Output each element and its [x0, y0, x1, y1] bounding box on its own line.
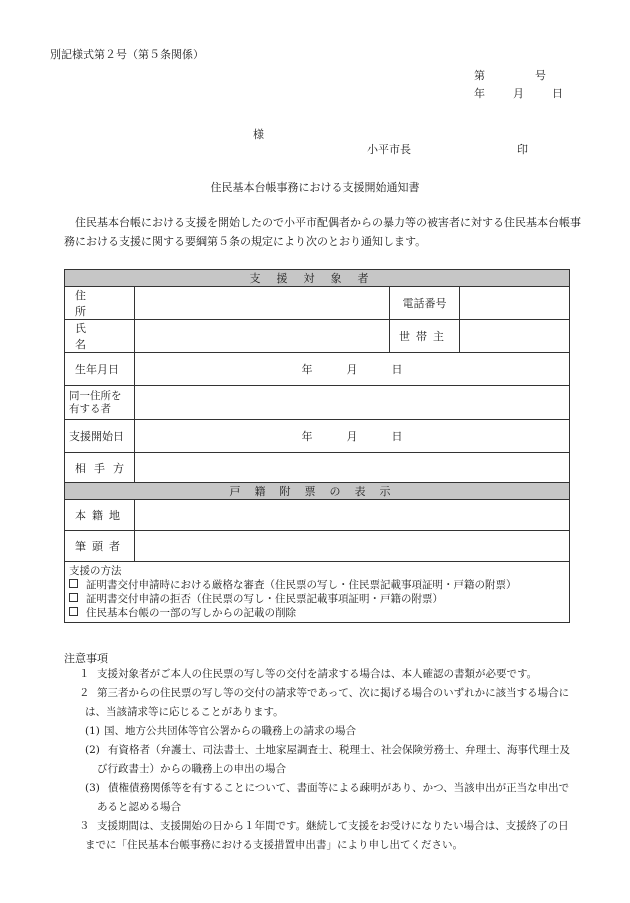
note-2-sub-2-number: (2) — [85, 744, 100, 756]
address-field — [135, 287, 390, 320]
birth-day-label: 日 — [391, 363, 403, 376]
method-item-1: 証明書交付申請時における厳格な審査（住民票の写し・住民票記載事項証明・戸籍の附票） — [69, 578, 565, 592]
number-suffix: 号 — [535, 69, 546, 82]
hittousha-label: 筆頭者 — [65, 531, 135, 562]
addressee-suffix: 様 — [253, 128, 264, 141]
note-2-sub-3: 債権債務関係等を有することについて、書面等による疎明があり、かつ、当該申出が正当な申出であると認める場合 — [97, 782, 570, 813]
start-date-field — [135, 420, 570, 453]
note-2-number: ２ — [79, 687, 90, 699]
birth-month-label: 月 — [346, 363, 358, 376]
note-2-sub-3-number: (3) — [85, 782, 100, 794]
birth-year-label: 年 — [301, 363, 313, 376]
note-3: 支援期間は、支援開始の日から１年間です。継続して支援をお受けになりたい場合は、支援終了の日までに「住民基本台帳事務における支援措置申出書」により申し出てください。 — [85, 820, 569, 851]
checkbox[interactable] — [69, 579, 78, 588]
methods-title: 支援の方法 — [69, 565, 122, 577]
note-2-sub-1: 国、地方公共団体等官公署からの職務上の請求の場合 — [104, 725, 356, 737]
start-year-label: 年 — [301, 430, 313, 443]
address-label: 住所 — [65, 287, 135, 320]
household-head-field — [460, 320, 570, 353]
document-title: 住民基本台帳事務における支援開始通知書 — [210, 181, 420, 194]
seal-mark: 印 — [517, 143, 528, 156]
household-head-label: 世帯主 — [390, 320, 460, 353]
method-item-3: 住民基本台帳の一部の写しからの記載の削除 — [69, 606, 565, 620]
checkbox[interactable] — [69, 593, 78, 602]
section-header-support-target: 支援対象者 — [65, 270, 570, 287]
method-item-2: 証明書交付申請の拒否（住民票の写し・住民票記載事項証明・戸籍の附票） — [69, 592, 565, 606]
name-label: 氏名 — [65, 320, 135, 353]
start-month-label: 月 — [346, 430, 358, 443]
birthdate-field — [135, 353, 570, 386]
issue-month-label: 月 — [513, 87, 524, 100]
phone-label: 電話番号 — [390, 287, 460, 320]
counterpart-label: 相手方 — [65, 453, 135, 483]
same-address-field — [135, 386, 570, 420]
name-field — [135, 320, 390, 353]
issue-day-label: 日 — [552, 87, 563, 100]
issue-year-label: 年 — [474, 87, 485, 100]
notes-title: 注意事項 — [64, 652, 108, 665]
start-day-label: 日 — [391, 430, 403, 443]
note-3-number: ３ — [79, 820, 90, 832]
support-form-table — [64, 269, 570, 623]
phone-field — [460, 287, 570, 320]
note-2: 第三者からの住民票の写し等の交付の請求等であって、次に掲げる場合のいずれかに該当する場合には、当該請求等に応じることがあります。 — [85, 687, 570, 718]
number-prefix: 第 — [474, 69, 485, 82]
honseki-field — [135, 500, 570, 531]
note-2-sub-1-number: (1) — [85, 725, 100, 737]
honseki-label: 本籍地 — [65, 500, 135, 531]
intro-paragraph: 住民基本台帳における支援を開始したので小平市配偶者からの暴力等の被害者に対する住民基本台帳事務における支援に関する要綱第５条の規定により次のとおり通知します。 — [64, 216, 581, 248]
issuer-name: 小平市長 — [367, 143, 411, 156]
counterpart-field — [135, 453, 570, 483]
note-1: 支援対象者がご本人の住民票の写し等の交付を請求する場合は、本人確認の書類が必要です。 — [97, 668, 538, 680]
support-methods — [65, 562, 570, 623]
hittousha-field — [135, 531, 570, 562]
note-2-sub-2: 有資格者（弁護士、司法書士、土地家屋調査士、税理士、社会保険労務士、弁理士、海事代理士及び行政書士）からの職務上の申出の場合 — [97, 744, 570, 775]
start-date-label: 支援開始日 — [65, 420, 135, 453]
birthdate-label: 生年月日 — [65, 353, 135, 386]
section-header-family-register: 戸籍附票の表示 — [65, 483, 570, 500]
issue-date — [474, 87, 563, 101]
document-number — [474, 69, 546, 83]
note-1-number: １ — [79, 668, 90, 680]
same-address-label: 同一住所を有する者 — [65, 386, 135, 420]
checkbox[interactable] — [69, 607, 78, 616]
form-number: 別記様式第２号（第５条関係） — [50, 48, 204, 61]
